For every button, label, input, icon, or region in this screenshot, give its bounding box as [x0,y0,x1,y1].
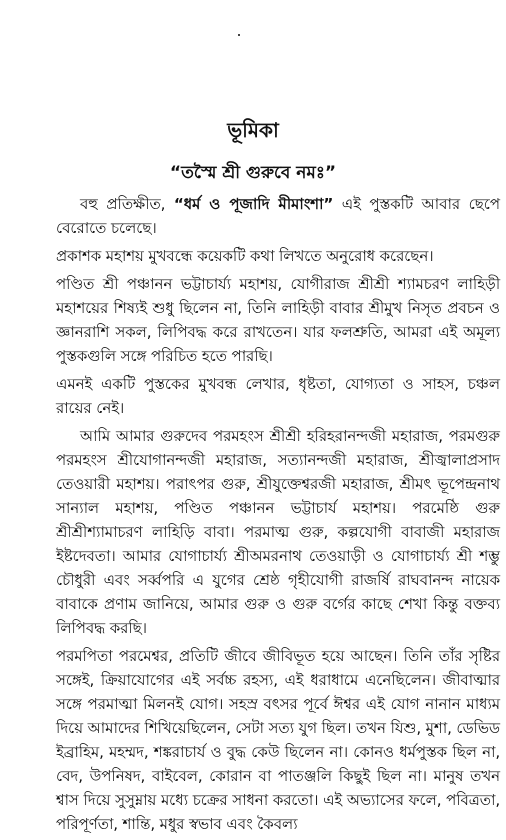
paragraph-5: আমি আমার গুরুদেব পরমহংস শ্রীশ্রী হরিহরানন্দজী মহারাজ, পরমগুরু পরমহংস শ্রীযোগানন্দজী মহারাজ, সত্যানন্দজী মহারাজ, শ্রীজ্বালাপ্রসাদ তেওয়ারী মহাশয়। পরাৎপর গুরু, শ্রীযুক্তেশ্বরজী মহারাজ, শ্রীমৎ ভূপেন্দ্রনাথ সান্যাল মহাশয়, পণ্ডিত পঞ্চানন ভট্টাচার্য মহাশয়। পরমেষ্ঠি গুরু শ্রীশ্রীশ্যামাচরণ লাহিড়ি বাবা। পরমাত্ম গুরু, কল্পযোগী বাবাজী মহারাজ ইষ্টদেবতা। আমার যোগাচার্য্য শ্রীঅমরনাথ তেওয়াড়ী ও যোগাচার্য্য শ্রী শম্ভু চৌধুরী এবং সর্ব্বপরি এ যুগের শ্রেষ্ঠ গৃহীযোগী রাজর্ষি রাঘবানন্দ নায়েক বাবাকে প্রণাম জানিয়ে, আমার গুরু ও গুরু বর্গের কাছে শেখা কিন্তু বক্তব্য লিপিবদ্ধ করছি। [56,427,500,637]
page-speck [238,34,240,36]
paragraph-1 [56,192,500,240]
paragraph-1-pre: বহু প্রতিক্ষীত, [80,195,174,213]
paragraph-4: এমনই একটি পুস্তকের মুখবন্ধ লেখার, ধৃষ্টতা, যোগ্যতা ও সাহস, চঞ্চল রায়ের নেই। [56,375,500,417]
book-title: “ধর্ম ও পূজাদি মীমাংশা” [173,195,334,213]
invocation-line: “তস্মৈ শ্রী গুরুবে নমঃ” [169,163,337,183]
page-heading: ভূমিকা [227,118,279,142]
paragraph-6: পরমপিতা পরমেশ্বর, প্রতিটি জীবে জীবিভূত হয়ে আছেন। তিনি তাঁর সৃষ্টির সঙ্গেই, ক্রিয়াযোগের এই সর্বচ্চ রহস্য, এই ধরাধামে এনেছিলেন। জীবাত্মার সঙ্গে পরমাত্মা মিলনই যোগ। সহস্র বৎসর পূর্বে ঈশ্বর এই যোগ নানান মাধ্যম দিয়ে আমাদের শিখিয়েছিলেন, সেটা সত্য যুগ ছিল। তখন যিশু, মুশা, ডেভিড ইব্রাহিম, মহম্মদ, শঙ্করাচার্য ও বুদ্ধ কেউ ছিলেন না। কোনও ধর্মপুস্তক ছিল না, বেদ, উপনিষদ, বাইবেল, কোরান বা পাতঞ্জলি কিছুই ছিল না। মানুষ তখন শ্বাস দিয়ে সুসুম্নায় মধ্যে চক্রের সাধনা করতো। এই অভ্যাসের ফলে, পবিত্রতা, পরিপূর্ণতা, শান্তি, মধুর স্বভাব এবং কৈবল্য [56,647,500,833]
body-text [56,192,500,840]
paragraph-2: প্রকাশক মহাশয় মুখবন্ধে কয়েকটি কথা লিখতে অনুরোধ করেছেন। [56,247,434,265]
paragraph-1-post: এই পুস্তকটি আবার ছেপে বেরোতে চলেছে। [56,195,500,237]
paragraph-3: পণ্ডিত শ্রী পঞ্চানন ভট্টাচার্য্য মহাশয়, যোগীরাজ শ্রীশ্রী শ্যামচরণ লাহিড়ী মহাশয়ের শিষ্যই শুধু ছিলেন না, তিনি লাহিড়ী বাবার শ্রীমুখ নিসৃত প্রবচন ও জ্ঞানরাশি সকল, লিপিবদ্ধ করে রাখতেন। যার ফলশ্রুতি, আমরা এই অমূল্য পুস্তকগুলি সঙ্গে পরিচিত হতে পারছি। [56,275,500,365]
